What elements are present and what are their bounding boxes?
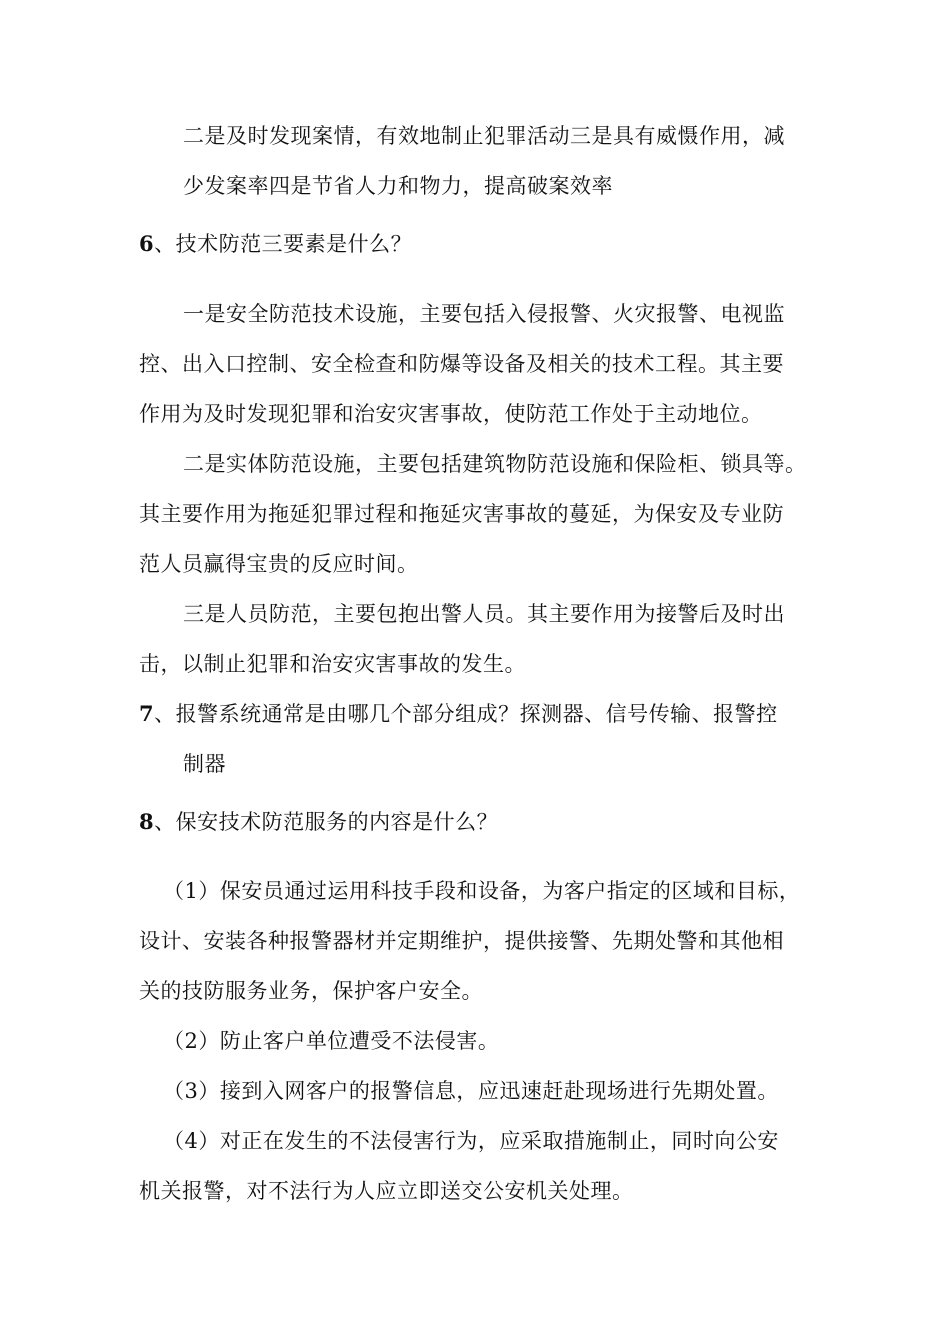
q6-para3-line-1: 三是人员防范，主要包抱出警人员。其主要作用为接警后及时出 xyxy=(183,602,785,626)
question-6-text: 、技术防范三要素是什么？ xyxy=(154,232,413,256)
q6-para2-line-3: 范人员赢得宝贵的反应时间。 xyxy=(139,552,419,576)
question-8-text: 、保安技术防范服务的内容是什么？ xyxy=(154,810,499,834)
question-7-continuation: 制器 xyxy=(183,752,226,776)
q8-item1-line-2: 设计、安装各种报警器材并定期维护，提供接警、先期处警和其他相 xyxy=(139,929,784,953)
q8-item4-line-1: （4）对正在发生的不法侵害行为，应采取措施制止，同时向公安 xyxy=(163,1129,779,1153)
q6-para2-line-1: 二是实体防范设施，主要包括建筑物防范设施和保险柜、锁具等。 xyxy=(183,452,807,476)
question-7-number: 7 xyxy=(139,701,155,726)
question-8-heading xyxy=(139,808,498,836)
question-8-number: 8 xyxy=(139,809,155,834)
q6-para1-line-1: 一是安全防范技术设施，主要包括入侵报警、火灾报警、电视监 xyxy=(183,302,785,326)
question-6-number: 6 xyxy=(139,231,155,256)
q8-item2: （2）防止客户单位遭受不法侵害。 xyxy=(163,1029,500,1053)
q8-item3: （3）接到入网客户的报警信息，应迅速赶赴现场进行先期处置。 xyxy=(163,1079,779,1103)
q6-para1-line-2: 控、出入口控制、安全检查和防爆等设备及相关的技术工程。其主要 xyxy=(139,352,784,376)
q8-item4-line-2: 机关报警，对不法行为人应立即送交公安机关处理。 xyxy=(139,1179,634,1203)
q8-item1-line-1: （1）保安员通过运用科技手段和设备，为客户指定的区域和目标， xyxy=(163,879,801,903)
question-7-text: 、报警系统通常是由哪几个部分组成？探测器、信号传输、报警控 xyxy=(154,702,778,726)
question-7-heading xyxy=(139,700,778,728)
q6-para3-line-2: 击，以制止犯罪和治安灾害事故的发生。 xyxy=(139,652,526,676)
question-6-heading xyxy=(139,230,412,258)
q8-item1-line-3: 关的技防服务业务，保护客户安全。 xyxy=(139,979,483,1003)
q6-para1-line-3: 作用为及时发现犯罪和治安灾害事故，使防范工作处于主动地位。 xyxy=(139,402,763,426)
intro-line-2: 少发案率四是节省人力和物力，提高破案效率 xyxy=(183,174,613,198)
q6-para2-line-2: 其主要作用为拖延犯罪过程和拖延灾害事故的蔓延，为保安及专业防 xyxy=(139,502,784,526)
intro-line-1: 二是及时发现案情，有效地制止犯罪活动三是具有威慑作用，减 xyxy=(183,124,785,148)
